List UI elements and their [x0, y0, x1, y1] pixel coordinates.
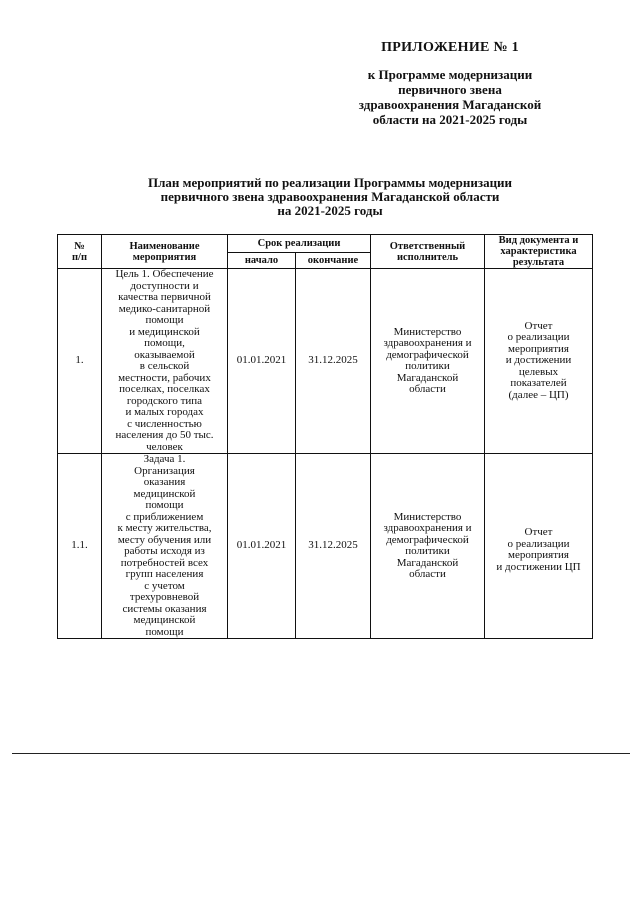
- plan-title-line: на 2021-2025 годы: [277, 203, 383, 218]
- executor-line: области: [409, 568, 446, 580]
- activity-line: населения до 50 тыс.: [115, 429, 214, 441]
- executor-line: демографической: [386, 533, 469, 546]
- appendix-line: к Программе модернизации: [367, 67, 533, 82]
- header-executor-line: Ответственный: [389, 240, 466, 252]
- footer-divider: [12, 753, 630, 754]
- document-line: Отчет: [524, 319, 553, 332]
- activities-table: [57, 234, 593, 639]
- header-name: [102, 235, 228, 269]
- activity-line: медицинской: [133, 487, 196, 500]
- activity-line: с приближением: [125, 510, 204, 523]
- activity-line: и медицинской: [129, 325, 200, 338]
- activity-line: помощи: [145, 625, 184, 638]
- activity-line: медико-санитарной: [118, 302, 211, 315]
- header-document-line: результата: [512, 257, 565, 268]
- activity-line: групп населения: [125, 568, 204, 580]
- activity-line: к месту жительства,: [117, 522, 212, 534]
- activity-line: с учетом: [144, 579, 185, 592]
- activity-line: доступности и: [130, 279, 199, 292]
- executor-line: Магаданской: [396, 371, 459, 384]
- appendix-title: ПРИЛОЖЕНИЕ № 1: [381, 40, 519, 55]
- executor-line: области: [409, 383, 446, 395]
- activity-line: потребностей всех: [120, 556, 209, 569]
- document-line: показателей: [510, 377, 567, 390]
- row-executor: [371, 454, 485, 639]
- document-line: о реализации: [507, 537, 570, 550]
- activity-line: качества первичной: [118, 291, 211, 303]
- header-name-line: Наименование: [129, 240, 200, 252]
- activity-line: работы исходя из: [124, 545, 205, 557]
- activity-line: помощи: [145, 314, 184, 326]
- table-row: [58, 269, 593, 454]
- activity-line: в сельской: [139, 360, 190, 372]
- header-number-line: №: [74, 240, 85, 252]
- header-period: Срок реализации: [228, 235, 371, 253]
- table-header-row: [58, 235, 593, 253]
- header-number-line: п/п: [71, 251, 88, 263]
- header-end: окончание: [296, 252, 371, 269]
- appendix-line: первичного звена: [398, 82, 502, 97]
- executor-line: политики: [405, 545, 450, 557]
- header-executor-line: исполнитель: [396, 251, 459, 263]
- activity-line: месту обучения или: [117, 533, 212, 546]
- activity-line: оказываемой: [134, 348, 195, 361]
- document-line: Отчет: [524, 526, 553, 538]
- activity-line: оказания: [143, 476, 186, 488]
- executor-line: здравоохранения и: [383, 337, 472, 349]
- executor-line: Министерство: [393, 325, 462, 338]
- activity-line: поселках, поселках: [119, 383, 210, 395]
- document-line: целевых: [518, 365, 559, 378]
- row-end-date: 31.12.2025: [296, 269, 371, 454]
- header-executor: [371, 235, 485, 269]
- activity-line: трехуровневой: [129, 591, 200, 603]
- document-line: о реализации: [507, 331, 570, 344]
- appendix-line: здравоохранения Магаданской: [358, 97, 542, 112]
- activity-line: помощи: [145, 499, 184, 511]
- activity-line: местности, рабочих: [118, 371, 211, 384]
- row-number: 1.1.: [58, 454, 102, 639]
- header-document-line: характеристика: [500, 246, 577, 257]
- row-document: [485, 454, 593, 639]
- header-number: [58, 235, 102, 269]
- plan-title-line: первичного звена здравоохранения Магаданской области: [160, 189, 500, 204]
- row-activity-name: [102, 454, 228, 639]
- table-row: [58, 454, 593, 639]
- document-line: и достижении: [505, 354, 572, 367]
- document-line: (далее – ЦП): [508, 388, 569, 401]
- plan-title: [100, 176, 560, 218]
- row-number: 1.: [58, 269, 102, 454]
- document-line: мероприятия: [508, 342, 569, 355]
- activity-line: системы оказания: [122, 602, 207, 615]
- executor-line: Министерство: [393, 510, 462, 523]
- activity-line: Задача 1.: [143, 453, 186, 465]
- row-start-date: 01.01.2021: [228, 454, 296, 639]
- header-document-line: Вид документа и: [498, 235, 579, 246]
- executor-line: Магаданской: [396, 556, 459, 569]
- document-line: и достижении ЦП: [496, 560, 581, 573]
- plan-title-line: План мероприятий по реализации Программы модернизации: [147, 175, 513, 190]
- activity-line: и малых городах: [125, 406, 204, 418]
- row-end-date: 31.12.2025: [296, 454, 371, 639]
- activity-line: городского типа: [126, 394, 203, 407]
- header-document: [485, 235, 593, 269]
- header-start: начало: [228, 252, 296, 269]
- appendix-heading: [340, 40, 560, 127]
- document-block: [487, 519, 590, 573]
- activity-line: медицинской: [133, 614, 196, 626]
- executor-line: демографической: [386, 348, 469, 361]
- document-line: мероприятия: [508, 549, 569, 561]
- activity-line: человек: [146, 440, 183, 453]
- row-executor: [371, 269, 485, 454]
- appendix-line: области на 2021-2025 годы: [372, 112, 528, 127]
- executor-line: политики: [405, 360, 450, 372]
- row-document: [485, 269, 593, 454]
- row-activity-name: [102, 269, 228, 454]
- activity-line: помощи,: [144, 337, 185, 349]
- header-name-line: мероприятия: [132, 251, 197, 263]
- executor-line: здравоохранения и: [383, 522, 472, 534]
- activity-line: с численностью: [127, 417, 202, 430]
- activity-line: Организация: [134, 464, 195, 477]
- activity-line: Цель 1. Обеспечение: [115, 268, 214, 280]
- row-start-date: 01.01.2021: [228, 269, 296, 454]
